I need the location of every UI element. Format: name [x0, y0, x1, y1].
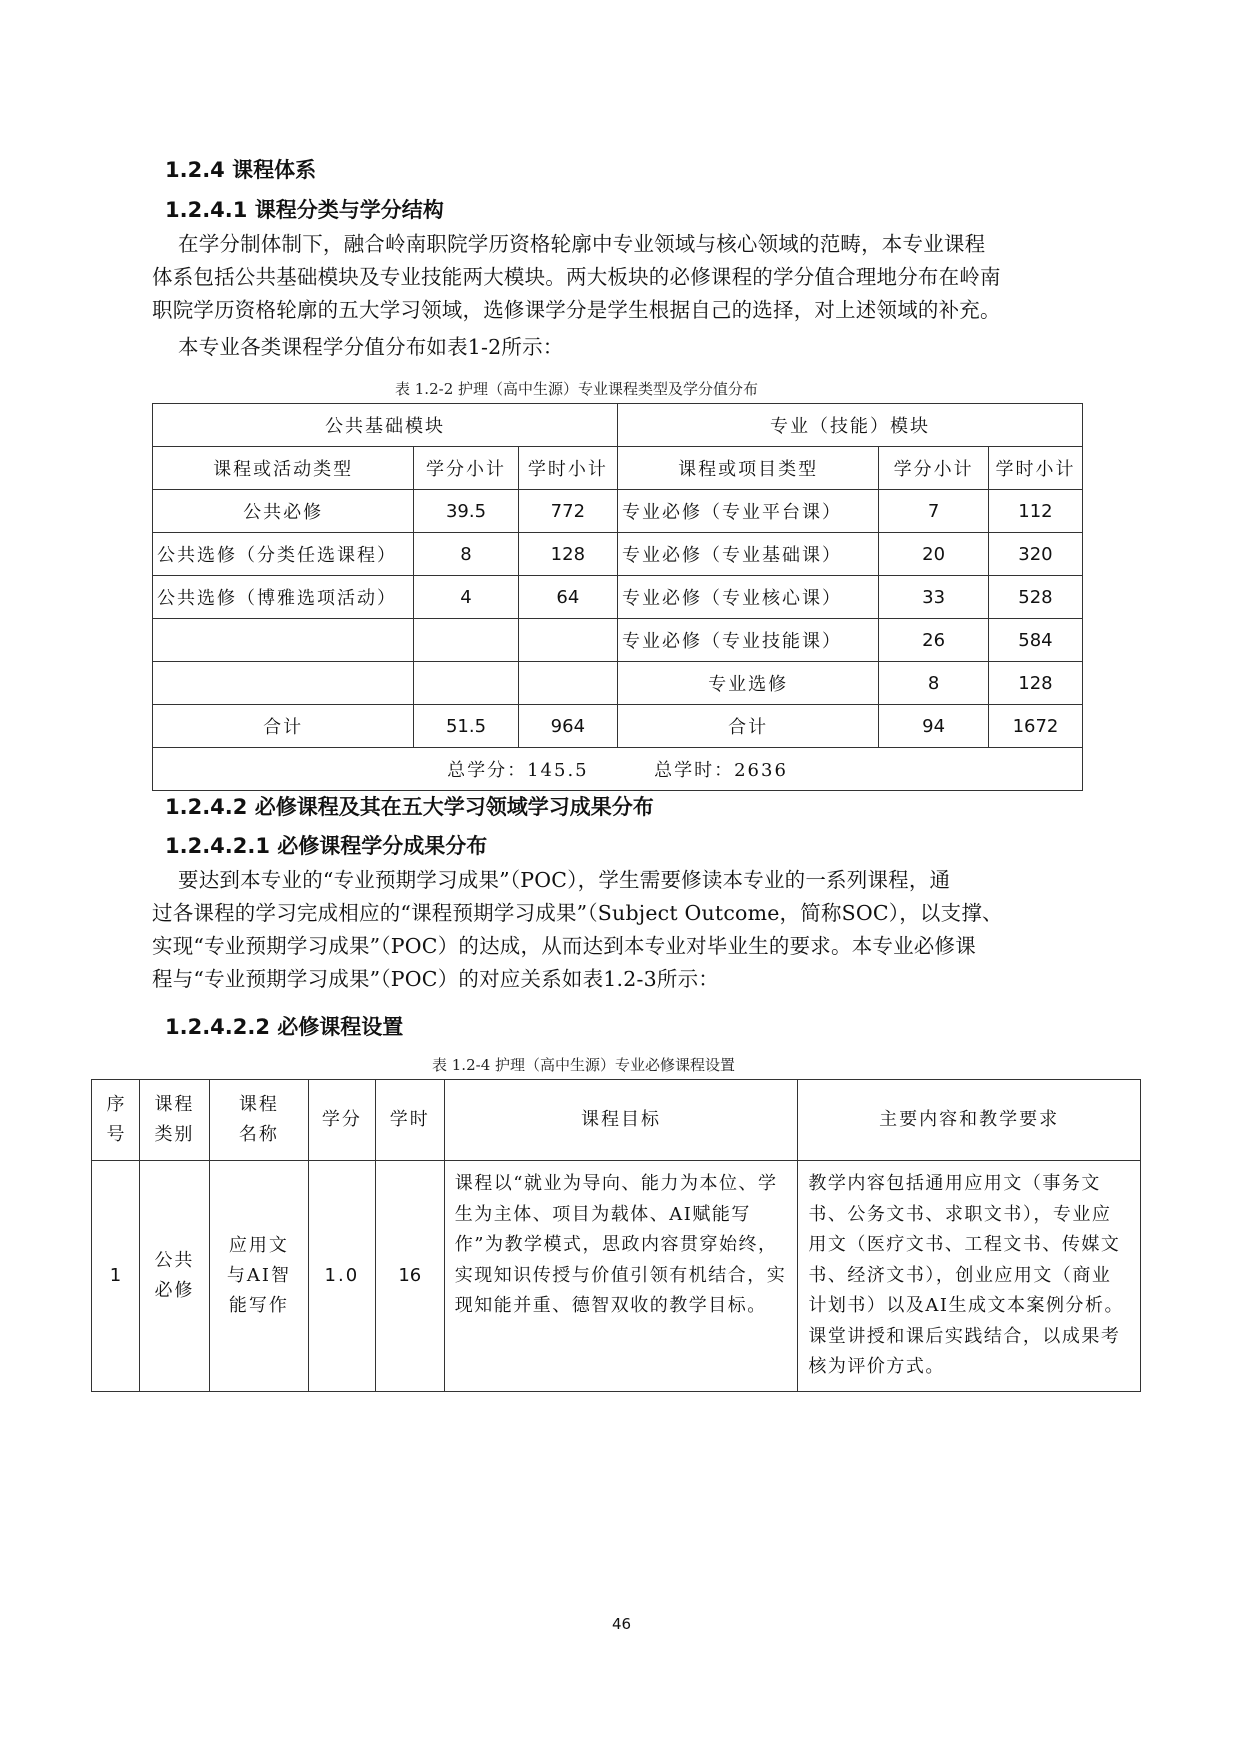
cell: 公共选修（分类任选课程）	[153, 533, 414, 576]
cell: 专业选修	[617, 662, 878, 705]
cell: 51.5	[414, 705, 518, 748]
group-professional-skills: 专业（技能）模块	[617, 404, 1082, 447]
heading-1-2-4-2: 1.2.4.2 必修课程及其在五大学习领域学习成果分布	[165, 795, 654, 819]
cell	[518, 619, 617, 662]
cell	[153, 619, 414, 662]
table-row	[153, 533, 1083, 576]
cell: 4	[414, 576, 518, 619]
required-courses-table	[91, 1079, 1141, 1392]
paragraph-line: 本专业各类课程学分值分布如表1-2所示：	[178, 335, 564, 359]
cell: 20	[879, 533, 989, 576]
paragraph-line: 实现“专业预期学习成果”（POC）的达成，从而达到本专业对毕业生的要求。本专业必修课	[152, 934, 976, 958]
heading-1-2-4-2-1: 1.2.4.2.1 必修课程学分成果分布	[165, 834, 488, 858]
paragraph-line: 要达到本专业的“专业预期学习成果”（POC），学生需要修读本专业的一系列课程，通	[178, 868, 951, 892]
cell	[153, 662, 414, 705]
table-row	[153, 490, 1083, 533]
table-grand-total-row	[153, 748, 1083, 791]
column-header-credits: 学分	[308, 1080, 375, 1161]
paragraph-line: 职院学历资格轮廓的五大学习领域，选修课学分是学生根据自己的选择，对上述领域的补充。	[152, 298, 1001, 322]
cell: 39.5	[414, 490, 518, 533]
column-header-hours: 学时	[375, 1080, 444, 1161]
cell: 专业必修（专业平台课）	[617, 490, 878, 533]
cell: 1672	[988, 705, 1082, 748]
paragraph-table-reference	[152, 331, 1132, 364]
cell: 584	[988, 619, 1082, 662]
cell: 专业必修（专业核心课）	[617, 576, 878, 619]
paragraph-poc	[152, 864, 1132, 996]
total-credits: 总学分：145.5	[447, 760, 589, 781]
column-header: 学分小计	[879, 447, 989, 490]
cell: 772	[518, 490, 617, 533]
cell-credits: 1.0	[308, 1161, 375, 1392]
cell: 964	[518, 705, 617, 748]
paragraph-line: 过各课程的学习完成相应的“课程预期学习成果”（Subject Outcome，简称SOC），以支撑、	[152, 901, 1003, 925]
column-header-category: 课程类别	[139, 1080, 209, 1161]
column-header: 课程或项目类型	[617, 447, 878, 490]
cell: 公共必修	[153, 490, 414, 533]
cell-hours: 16	[375, 1161, 444, 1392]
column-header: 学分小计	[414, 447, 518, 490]
cell: 专业必修（专业技能课）	[617, 619, 878, 662]
table-row	[153, 619, 1083, 662]
heading-1-2-4: 1.2.4 课程体系	[165, 158, 317, 182]
group-public-foundation: 公共基础模块	[153, 404, 618, 447]
table-group-header-row	[153, 404, 1083, 447]
cell: 公共选修（博雅选项活动）	[153, 576, 414, 619]
cell: 8	[414, 533, 518, 576]
cell: 7	[879, 490, 989, 533]
paragraph-line: 在学分制体制下，融合岭南职院学历资格轮廓中专业领域与核心领域的范畴，本专业课程	[178, 232, 986, 256]
column-header-content: 主要内容和教学要求	[798, 1080, 1141, 1161]
cell-goal: 课程以“就业为导向、能力为本位、学生为主体、项目为载体、AI赋能写作”为教学模式，思政内容贯穿始终，实现知识传授与价值引领有机结合，实现知能并重、德智双收的教学目标。	[444, 1161, 798, 1392]
column-header: 课程或活动类型	[153, 447, 414, 490]
cell: 112	[988, 490, 1082, 533]
cell: 64	[518, 576, 617, 619]
cell: 26	[879, 619, 989, 662]
cell: 128	[518, 533, 617, 576]
table2-caption: 表 1.2-4 护理（高中生源）专业必修课程设置	[432, 1056, 736, 1074]
column-header-goal: 课程目标	[444, 1080, 798, 1161]
paragraph-line: 体系包括公共基础模块及专业技能两大模块。两大板块的必修课程的学分值合理地分布在岭南	[152, 265, 1001, 289]
cell: 33	[879, 576, 989, 619]
paragraph-credit-structure	[152, 228, 1132, 327]
cell: 合计	[153, 705, 414, 748]
paragraph-line: 程与“专业预期学习成果”（POC）的对应关系如表1.2-3所示：	[152, 967, 719, 991]
cell: 320	[988, 533, 1082, 576]
cell: 合计	[617, 705, 878, 748]
cell: 528	[988, 576, 1082, 619]
table-header-row	[92, 1080, 1141, 1161]
total-hours: 总学时：2636	[654, 760, 788, 781]
table-row	[153, 576, 1083, 619]
cell: 94	[879, 705, 989, 748]
cell	[414, 619, 518, 662]
column-header: 学时小计	[988, 447, 1082, 490]
table-row	[92, 1161, 1141, 1392]
heading-1-2-4-1: 1.2.4.1 课程分类与学分结构	[165, 198, 444, 222]
column-header-name: 课程名称	[209, 1080, 308, 1161]
heading-1-2-4-2-2: 1.2.4.2.2 必修课程设置	[165, 1015, 404, 1039]
table-header-row	[153, 447, 1083, 490]
cell: 8	[879, 662, 989, 705]
cell-index: 1	[92, 1161, 140, 1392]
column-header: 学时小计	[518, 447, 617, 490]
credit-distribution-table	[152, 403, 1083, 791]
column-header-index: 序号	[92, 1080, 140, 1161]
cell	[518, 662, 617, 705]
cell: 专业必修（专业基础课）	[617, 533, 878, 576]
table-row	[153, 662, 1083, 705]
cell-content: 教学内容包括通用应用文（事务文书、公务文书、求职文书），专业应用文（医疗文书、工程文书、传媒文书、经济文书），创业应用文（商业计划书）以及AI生成文本案例分析。课堂讲授和课后实践结合，以成果考核为评价方式。	[798, 1161, 1141, 1392]
cell-name: 应用文与AI智能写作	[209, 1161, 308, 1392]
table-total-row	[153, 705, 1083, 748]
grand-total-cell	[153, 748, 1083, 791]
cell: 128	[988, 662, 1082, 705]
cell-category: 公共必修	[139, 1161, 209, 1392]
cell	[414, 662, 518, 705]
page-number: 46	[612, 1615, 632, 1633]
table1-caption: 表 1.2-2 护理（高中生源）专业课程类型及学分值分布	[395, 380, 759, 398]
